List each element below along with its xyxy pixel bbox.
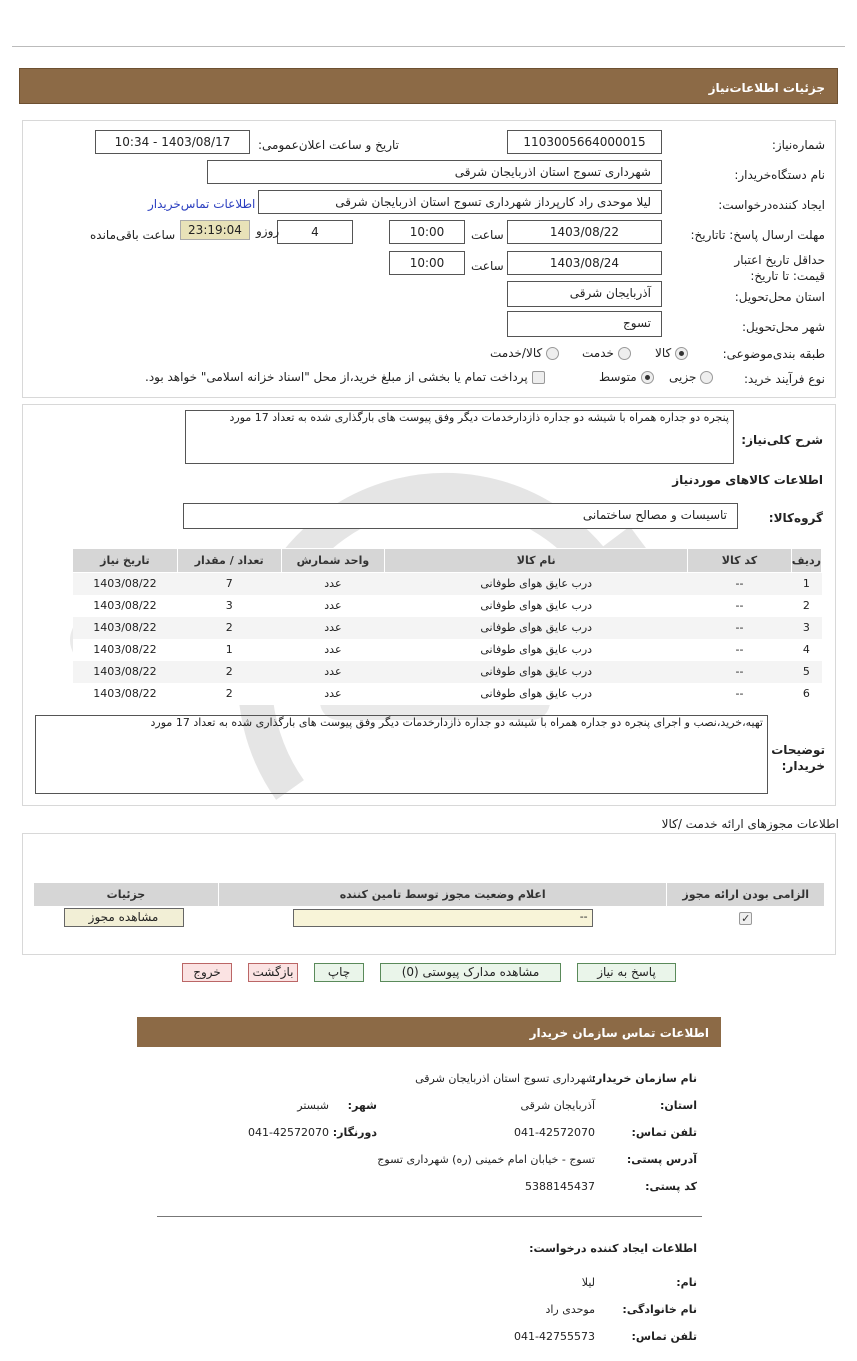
- announce-label: تاریخ و ساعت اعلان‌عمومی:: [258, 138, 400, 152]
- radio-icon[interactable]: [546, 347, 559, 360]
- creator-label: ایجاد کننده‌درخواست:: [718, 198, 825, 212]
- col-code: کد کالا: [688, 549, 792, 573]
- col-unit: واحد شمارش: [281, 549, 385, 573]
- goods-group-label: گروه‌کالا:: [768, 511, 823, 525]
- buyer-contact-link[interactable]: اطلاعات تماس‌خریدار: [148, 197, 256, 211]
- cell-name: درب عایق هوای طوفانی: [385, 595, 688, 617]
- cell-unit: عدد: [281, 639, 385, 661]
- cell-date: 1403/08/22: [73, 683, 178, 705]
- creator-section-title: اطلاعات ایجاد کننده درخواست:: [529, 1242, 697, 1255]
- remaining-timer: 23:19:04: [180, 220, 250, 240]
- print-button[interactable]: چاپ: [314, 963, 364, 982]
- contact-org-label: نام سازمان خریدار:: [591, 1072, 697, 1085]
- cell-qty: 3: [177, 595, 281, 617]
- summary-text: پنجره دو جداره همراه با شیشه دو جداره ذازدارخدمات دیگر وفق پیوست های بارگذاری شده به تعداد 17 مورد: [185, 410, 734, 464]
- reply-button[interactable]: پاسخ به نیاز: [577, 963, 676, 982]
- validity-time-label: ساعت: [471, 259, 504, 273]
- table-row: [73, 639, 822, 661]
- cell-date: 1403/08/22: [73, 617, 178, 639]
- cell-unit: عدد: [281, 595, 385, 617]
- contact-postal-value: 5388145437: [525, 1180, 595, 1193]
- contact-city-label: شهر:: [347, 1099, 377, 1112]
- process-option-small[interactable]: جزیی: [669, 370, 713, 384]
- col-date: تاریخ نیاز: [73, 549, 178, 573]
- permit-col-status: اعلام وضعیت مجوز توسط تامین کننده: [218, 883, 667, 907]
- cell-unit: عدد: [281, 573, 385, 595]
- goods-group-field: تاسیسات و مصالح ساختمانی: [183, 503, 738, 529]
- buyer-notes-text: تهیه،خرید،نصب و اجرای پنجره دو جداره همراه با شیشه دو جداره ذازدارخدمات دیگر وفق پیوست های بارگذاری شده به تعداد 17 مورد: [35, 715, 768, 794]
- category-option-goods[interactable]: کالا: [655, 346, 688, 360]
- permit-col-details: جزئیات: [34, 883, 219, 907]
- province-label: استان محل‌تحویل:: [734, 290, 825, 304]
- deadline-time-field: 10:00: [389, 220, 465, 244]
- creator-family-label: نام خانوادگی:: [622, 1303, 697, 1316]
- cell-code: --: [688, 683, 792, 705]
- radio-icon[interactable]: [700, 371, 713, 384]
- table-row: [73, 617, 822, 639]
- cell-date: 1403/08/22: [73, 595, 178, 617]
- announce-field: 1403/08/17 - 10:34: [95, 130, 250, 154]
- cell-name: درب عایق هوای طوفانی: [385, 639, 688, 661]
- cell-code: --: [688, 573, 792, 595]
- cell-n: 3: [791, 617, 821, 639]
- deadline-date-field: 1403/08/22: [507, 220, 662, 244]
- table-row: [73, 661, 822, 683]
- cell-n: 2: [791, 595, 821, 617]
- province-field: آذربایجان شرقی: [507, 281, 662, 307]
- creator-field: لیلا موحدی راد کارپرداز شهرداری تسوج استان اذربایجان شرقی: [258, 190, 662, 214]
- cell-unit: عدد: [281, 661, 385, 683]
- contact-divider: [157, 1216, 702, 1217]
- deadline-label: مهلت ارسال پاسخ: تاتاریخ:: [690, 228, 825, 242]
- validity-time-field: 10:00: [389, 251, 465, 275]
- creator-phone-label: تلفن تماس:: [631, 1330, 697, 1343]
- permits-table: [33, 882, 825, 929]
- radio-icon[interactable]: [618, 347, 631, 360]
- days-label: روزو: [256, 224, 280, 238]
- need-number-field: 1103005664000015: [507, 130, 662, 154]
- cell-n: 6: [791, 683, 821, 705]
- checkbox-icon[interactable]: [532, 371, 545, 384]
- cell-n: 4: [791, 639, 821, 661]
- table-row: [73, 595, 822, 617]
- treasury-payment-checkbox[interactable]: پرداخت تمام یا بخشی از مبلغ خرید،از محل "اسناد خزانه اسلامی" خواهد بود.: [145, 370, 545, 384]
- days-field: 4: [277, 220, 353, 244]
- category-option-service[interactable]: خدمت: [582, 346, 631, 360]
- contact-province-label: استان:: [660, 1099, 697, 1112]
- creator-name-value: لیلا: [581, 1276, 595, 1289]
- col-name: نام کالا: [385, 549, 688, 573]
- cell-name: درب عایق هوای طوفانی: [385, 683, 688, 705]
- process-option-medium[interactable]: متوسط: [599, 370, 654, 384]
- page-title-bar: [19, 68, 838, 104]
- city-field: تسوج: [507, 311, 662, 337]
- cell-code: --: [688, 661, 792, 683]
- contact-postal-label: کد پستی:: [645, 1180, 697, 1193]
- cell-name: درب عایق هوای طوفانی: [385, 573, 688, 595]
- page-title: جزئیات اطلاعات‌نیاز: [708, 81, 825, 95]
- category-label: طبقه بندی‌موضوعی:: [722, 347, 825, 361]
- cell-n: 5: [791, 661, 821, 683]
- goods-info-title: اطلاعات کالاهای موردنیاز: [672, 473, 823, 487]
- table-row: [73, 573, 822, 595]
- buyer-org-field: شهرداری تسوج استان اذربایجان شرقی: [207, 160, 662, 184]
- cell-qty: 2: [177, 683, 281, 705]
- col-row: ردیف: [791, 549, 821, 573]
- cell-unit: عدد: [281, 683, 385, 705]
- back-button[interactable]: بازگشت: [248, 963, 298, 982]
- process-label: نوع فرآیند خرید:: [744, 372, 825, 386]
- cell-code: --: [688, 595, 792, 617]
- view-permit-button[interactable]: مشاهده مجوز: [64, 908, 184, 927]
- contact-phone-value: 041-42572070: [514, 1126, 595, 1139]
- buyer-org-label: نام دستگاه‌خریدار:: [734, 168, 825, 182]
- need-number-label: شماره‌نیاز:: [771, 138, 825, 152]
- contact-phone-label: تلفن تماس:: [631, 1126, 697, 1139]
- contact-fax-value: 041-42572070: [248, 1126, 329, 1139]
- exit-button[interactable]: خروج: [182, 963, 232, 982]
- top-divider: [12, 46, 845, 47]
- table-row: [73, 683, 822, 705]
- contact-address-label: آدرس پستی:: [626, 1153, 697, 1166]
- summary-label: شرح کلی‌نیاز:: [741, 433, 823, 447]
- cell-qty: 2: [177, 617, 281, 639]
- goods-table-header: [73, 549, 822, 573]
- cell-code: --: [688, 639, 792, 661]
- contact-province-value: آذربایجان شرقی: [520, 1099, 595, 1112]
- cell-name: درب عایق هوای طوفانی: [385, 661, 688, 683]
- cell-unit: عدد: [281, 617, 385, 639]
- radio-icon[interactable]: [641, 371, 654, 384]
- cell-date: 1403/08/22: [73, 661, 178, 683]
- cell-qty: 7: [177, 573, 281, 595]
- contact-org-value: شهرداری تسوج استان اذربایجان شرقی: [415, 1072, 595, 1085]
- permit-col-required: الزامی بودن ارائه مجوز: [667, 883, 825, 907]
- permit-status-field[interactable]: --: [293, 909, 593, 927]
- category-option-goods-service[interactable]: کالا/خدمت: [490, 346, 559, 360]
- creator-family-value: موحدی راد: [545, 1303, 595, 1316]
- contact-section-title: اطلاعات تماس سازمان خریدار: [137, 1017, 721, 1047]
- creator-phone-value: 041-42755573: [514, 1330, 595, 1343]
- validity-date-field: 1403/08/24: [507, 251, 662, 275]
- validity-label: حداقل تاریخ اعتبار قیمت: تا تاریخ:: [734, 253, 825, 283]
- cell-code: --: [688, 617, 792, 639]
- cell-name: درب عایق هوای طوفانی: [385, 617, 688, 639]
- col-qty: تعداد / مقدار: [177, 549, 281, 573]
- permit-row: [34, 907, 825, 929]
- creator-name-label: نام:: [676, 1276, 697, 1289]
- attachments-button[interactable]: مشاهده مدارک پیوستی (0): [380, 963, 561, 982]
- deadline-time-label: ساعت: [471, 228, 504, 242]
- permit-required-checkbox[interactable]: [739, 912, 752, 925]
- cell-qty: 2: [177, 661, 281, 683]
- contact-city-value: شبستر: [297, 1099, 329, 1112]
- radio-icon[interactable]: [675, 347, 688, 360]
- cell-n: 1: [791, 573, 821, 595]
- cell-qty: 1: [177, 639, 281, 661]
- buyer-notes-label: توضیحات خریدار:: [771, 743, 825, 773]
- permits-title: اطلاعات مجوزهای ارائه خدمت /کالا: [661, 817, 839, 831]
- remaining-label: ساعت باقی‌مانده: [90, 228, 176, 242]
- contact-address-value: تسوج - خیابان امام خمینی (ره) شهرداری تسوج: [377, 1153, 595, 1166]
- city-label: شهر محل‌تحویل:: [741, 320, 825, 334]
- goods-table: [72, 548, 822, 705]
- cell-date: 1403/08/22: [73, 639, 178, 661]
- contact-fax-label: دورنگار:: [332, 1126, 377, 1139]
- cell-date: 1403/08/22: [73, 573, 178, 595]
